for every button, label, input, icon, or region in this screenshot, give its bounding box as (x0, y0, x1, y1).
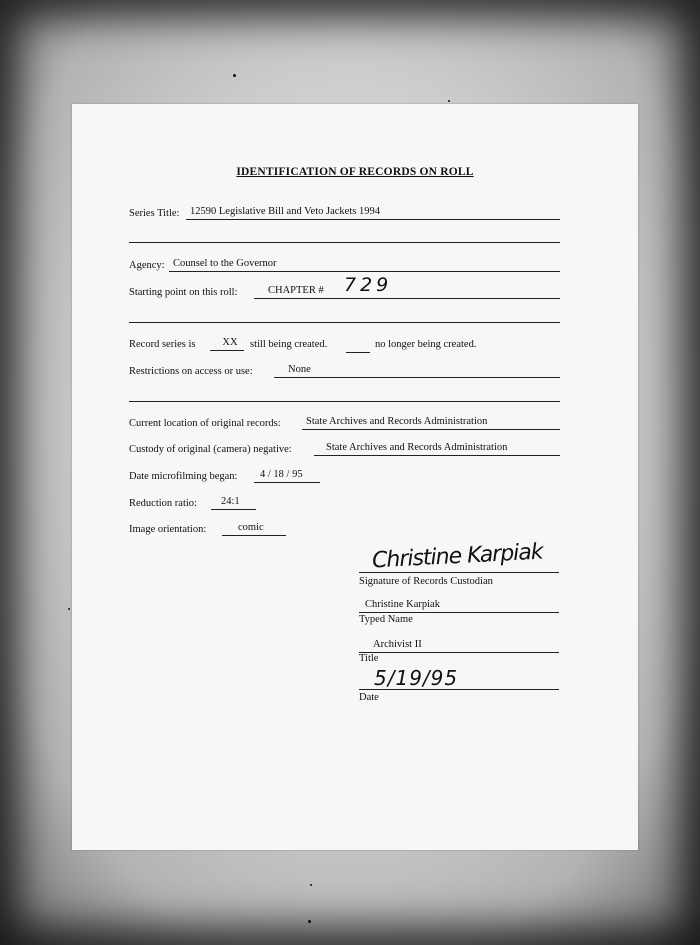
record-series-label: Record series is (129, 339, 196, 350)
date-caption: Date (359, 692, 379, 703)
restrictions-continuation-line (129, 401, 560, 402)
reduction-ratio-label: Reduction ratio: (129, 498, 197, 509)
film-speck (308, 920, 311, 923)
custody-label: Custody of original (camera) negative: (129, 444, 292, 455)
restrictions-label: Restrictions on access or use: (129, 366, 253, 377)
film-speck (310, 884, 312, 886)
current-location-field: State Archives and Records Administration (302, 416, 560, 430)
no-longer-being-created-label: no longer being created. (375, 339, 477, 350)
signature-date-handwritten: 5/19/95 (374, 666, 459, 690)
title-field: Archivist II (359, 639, 559, 653)
form-heading: IDENTIFICATION OF RECORDS ON ROLL (236, 166, 474, 178)
image-orientation-field: comic (222, 522, 286, 536)
starting-point-field: CHAPTER # (254, 285, 560, 299)
agency-field: Counsel to the Governor (169, 258, 560, 272)
date-began-label: Date microfilming began: (129, 471, 238, 482)
series-title-field: 12590 Legislative Bill and Veto Jackets 1994 (186, 206, 560, 220)
image-orientation-label: Image orientation: (129, 524, 207, 535)
chapter-number-handwritten: 729 (344, 274, 393, 296)
series-title-continuation-line (129, 242, 560, 243)
restrictions-field: None (274, 364, 560, 378)
film-speck (68, 608, 70, 610)
series-title-label: Series Title: (129, 208, 180, 219)
film-speck (233, 74, 236, 77)
custody-field: State Archives and Records Administration (314, 442, 560, 456)
custodian-signature-handwritten: Christine Karpiak (371, 539, 544, 574)
signature-line (359, 572, 559, 573)
typed-name-caption: Typed Name (359, 614, 413, 625)
starting-point-continuation-line (129, 322, 560, 323)
date-began-field: 4 / 18 / 95 (254, 469, 320, 483)
agency-label: Agency: (129, 260, 165, 271)
typed-name-field: Christine Karpiak (359, 599, 559, 613)
records-form-sheet (72, 104, 638, 850)
starting-point-label: Starting point on this roll: (129, 287, 238, 298)
record-series-mark-field: XX (210, 337, 244, 351)
still-being-created-label: still being created. (250, 339, 328, 350)
reduction-ratio-field: 24:1 (211, 496, 256, 510)
signature-caption: Signature of Records Custodian (359, 576, 493, 587)
date-line (359, 689, 559, 690)
title-caption: Title (359, 653, 379, 664)
current-location-label: Current location of original records: (129, 418, 281, 429)
film-speck (448, 100, 450, 102)
no-longer-blank (346, 352, 370, 353)
